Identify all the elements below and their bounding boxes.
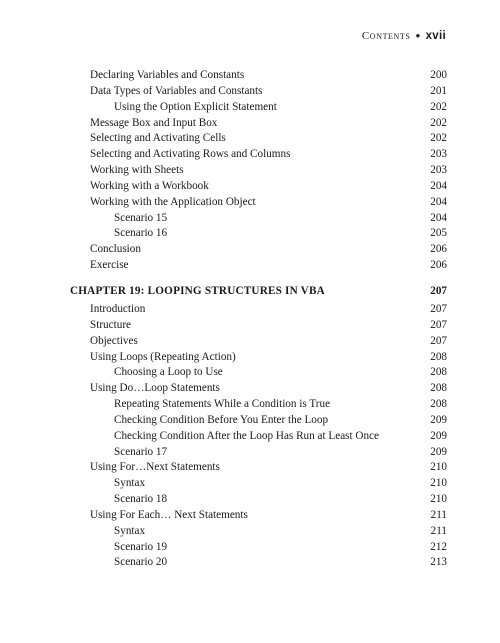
toc-entry-title: Syntax bbox=[114, 524, 146, 537]
toc-entry-title: Message Box and Input Box bbox=[90, 116, 218, 129]
toc-entry-title: Checking Condition After the Loop Has Run at Least Once bbox=[114, 429, 380, 442]
toc-entry-page-number: 203 bbox=[430, 164, 447, 177]
toc-entry-title: Structure bbox=[90, 318, 132, 331]
toc-entry-title: Scenario 19 bbox=[114, 540, 168, 553]
toc-entry[interactable] bbox=[0, 508, 500, 524]
toc-entry-page-number: 213 bbox=[430, 556, 447, 569]
toc-entry-title: Repeating Statements While a Condition is True bbox=[114, 398, 331, 411]
toc-entry-title: Using Loops (Repeating Action) bbox=[90, 350, 236, 363]
toc-entry-page-number: 208 bbox=[430, 350, 447, 363]
toc-entry-page-number: 204 bbox=[430, 195, 447, 208]
toc-entry-page-number: 206 bbox=[430, 243, 447, 256]
toc-entry-title: Introduction bbox=[90, 302, 146, 315]
toc-entry[interactable] bbox=[0, 242, 500, 258]
toc-entry[interactable] bbox=[0, 318, 500, 334]
toc-entry[interactable] bbox=[0, 350, 500, 366]
running-head-section: Contents bbox=[361, 30, 411, 42]
toc-entry-title: Syntax bbox=[114, 477, 146, 490]
toc-entry-page-number: 207 bbox=[430, 302, 447, 315]
toc-entry[interactable] bbox=[0, 84, 500, 100]
toc-entry-page-number: 208 bbox=[430, 398, 447, 411]
toc-entry[interactable] bbox=[0, 492, 500, 508]
toc-entry-title: Declaring Variables and Constants bbox=[90, 69, 245, 81]
toc-entry-title: Choosing a Loop to Use bbox=[114, 366, 223, 379]
toc-entry[interactable] bbox=[0, 302, 500, 318]
toc-entry-page-number: 202 bbox=[430, 116, 447, 129]
toc-entry-title: Scenario 17 bbox=[114, 445, 168, 458]
toc-entry-title: Selecting and Activating Rows and Columns bbox=[90, 148, 291, 161]
toc-entry-title: Using For Each… Next Statements bbox=[90, 508, 248, 521]
toc-entry-page-number: 204 bbox=[430, 179, 447, 192]
toc-entry-title: Scenario 15 bbox=[114, 211, 168, 224]
toc-entry-title: Using the Option Explicit Statement bbox=[114, 100, 277, 113]
toc-entry-title: Working with Sheets bbox=[90, 164, 184, 177]
toc-entry[interactable] bbox=[0, 258, 500, 274]
toc-entry-page-number: 209 bbox=[430, 413, 447, 426]
toc-entry-title: Working with the Application Object bbox=[90, 195, 256, 208]
toc-entry[interactable] bbox=[0, 429, 500, 445]
toc-entry[interactable] bbox=[0, 226, 500, 242]
toc-entry-title: Working with a Workbook bbox=[90, 179, 209, 192]
toc-entry[interactable] bbox=[0, 100, 500, 116]
toc-entry-page-number: 210 bbox=[430, 461, 447, 474]
toc-entry[interactable] bbox=[0, 381, 500, 397]
table-of-contents bbox=[0, 68, 500, 571]
toc-entry-page-number: 208 bbox=[430, 366, 447, 379]
toc-entry[interactable] bbox=[0, 163, 500, 179]
toc-entry-page-number: 205 bbox=[430, 227, 447, 240]
toc-chapter-heading[interactable] bbox=[0, 282, 500, 301]
toc-entry[interactable] bbox=[0, 524, 500, 540]
toc-entry[interactable] bbox=[0, 397, 500, 413]
toc-entry-title: Data Types of Variables and Constants bbox=[90, 84, 263, 97]
toc-entry[interactable] bbox=[0, 413, 500, 429]
toc-entry-page-number: 202 bbox=[430, 132, 447, 145]
toc-entry[interactable] bbox=[0, 365, 500, 381]
toc-entry-page-number: 211 bbox=[430, 508, 447, 521]
toc-entry-page-number: 204 bbox=[430, 211, 447, 224]
toc-entry-page-number: 201 bbox=[430, 84, 447, 97]
toc-entry-page-number: 210 bbox=[430, 477, 447, 490]
toc-entry-title: Exercise bbox=[90, 259, 129, 272]
toc-entry-page-number: 210 bbox=[430, 493, 447, 506]
toc-entry-page-number: 212 bbox=[430, 540, 447, 553]
toc-entry[interactable] bbox=[0, 555, 500, 571]
toc-entry-title: Checking Condition Before You Enter the Loop bbox=[114, 413, 329, 426]
running-head bbox=[362, 30, 446, 42]
toc-entry-page-number: 207 bbox=[430, 284, 447, 297]
toc-entry-page-number: 211 bbox=[430, 524, 447, 537]
toc-entry-title: Scenario 18 bbox=[114, 493, 168, 506]
bullet-separator: ● bbox=[415, 31, 421, 40]
toc-entry-title: CHAPTER 19: LOOPING STRUCTURES IN VBA bbox=[70, 284, 325, 297]
running-head-page-number: xvii bbox=[425, 30, 446, 42]
toc-entry-page-number: 202 bbox=[430, 100, 447, 113]
toc-entry-page-number: 207 bbox=[430, 334, 447, 347]
toc-entry[interactable] bbox=[0, 211, 500, 227]
toc-entry-page-number: 200 bbox=[430, 69, 447, 81]
toc-entry[interactable] bbox=[0, 460, 500, 476]
toc-entry[interactable] bbox=[0, 68, 500, 84]
toc-entry[interactable] bbox=[0, 334, 500, 350]
toc-entry[interactable] bbox=[0, 131, 500, 147]
toc-entry-page-number: 208 bbox=[430, 382, 447, 395]
toc-entry-title: Conclusion bbox=[90, 243, 141, 256]
toc-entry-title: Scenario 20 bbox=[114, 556, 168, 569]
toc-entry[interactable] bbox=[0, 445, 500, 461]
toc-entry-title: Selecting and Activating Cells bbox=[90, 132, 226, 145]
toc-entry-title: Using Do…Loop Statements bbox=[90, 382, 220, 395]
toc-entry-page-number: 206 bbox=[430, 259, 447, 272]
toc-entry-title: Using For…Next Statements bbox=[90, 461, 220, 474]
toc-entry-page-number: 203 bbox=[430, 148, 447, 161]
toc-entry[interactable] bbox=[0, 540, 500, 556]
toc-entry[interactable] bbox=[0, 476, 500, 492]
toc-entry-title: Scenario 16 bbox=[114, 227, 168, 240]
toc-entry-page-number: 209 bbox=[430, 429, 447, 442]
toc-entry[interactable] bbox=[0, 147, 500, 163]
chapter-spacer bbox=[0, 274, 500, 282]
toc-entry-page-number: 209 bbox=[430, 445, 447, 458]
toc-entry[interactable] bbox=[0, 195, 500, 211]
toc-entry[interactable] bbox=[0, 116, 500, 132]
toc-entry-title: Objectives bbox=[90, 334, 138, 347]
toc-entry[interactable] bbox=[0, 179, 500, 195]
toc-entry-page-number: 207 bbox=[430, 318, 447, 331]
